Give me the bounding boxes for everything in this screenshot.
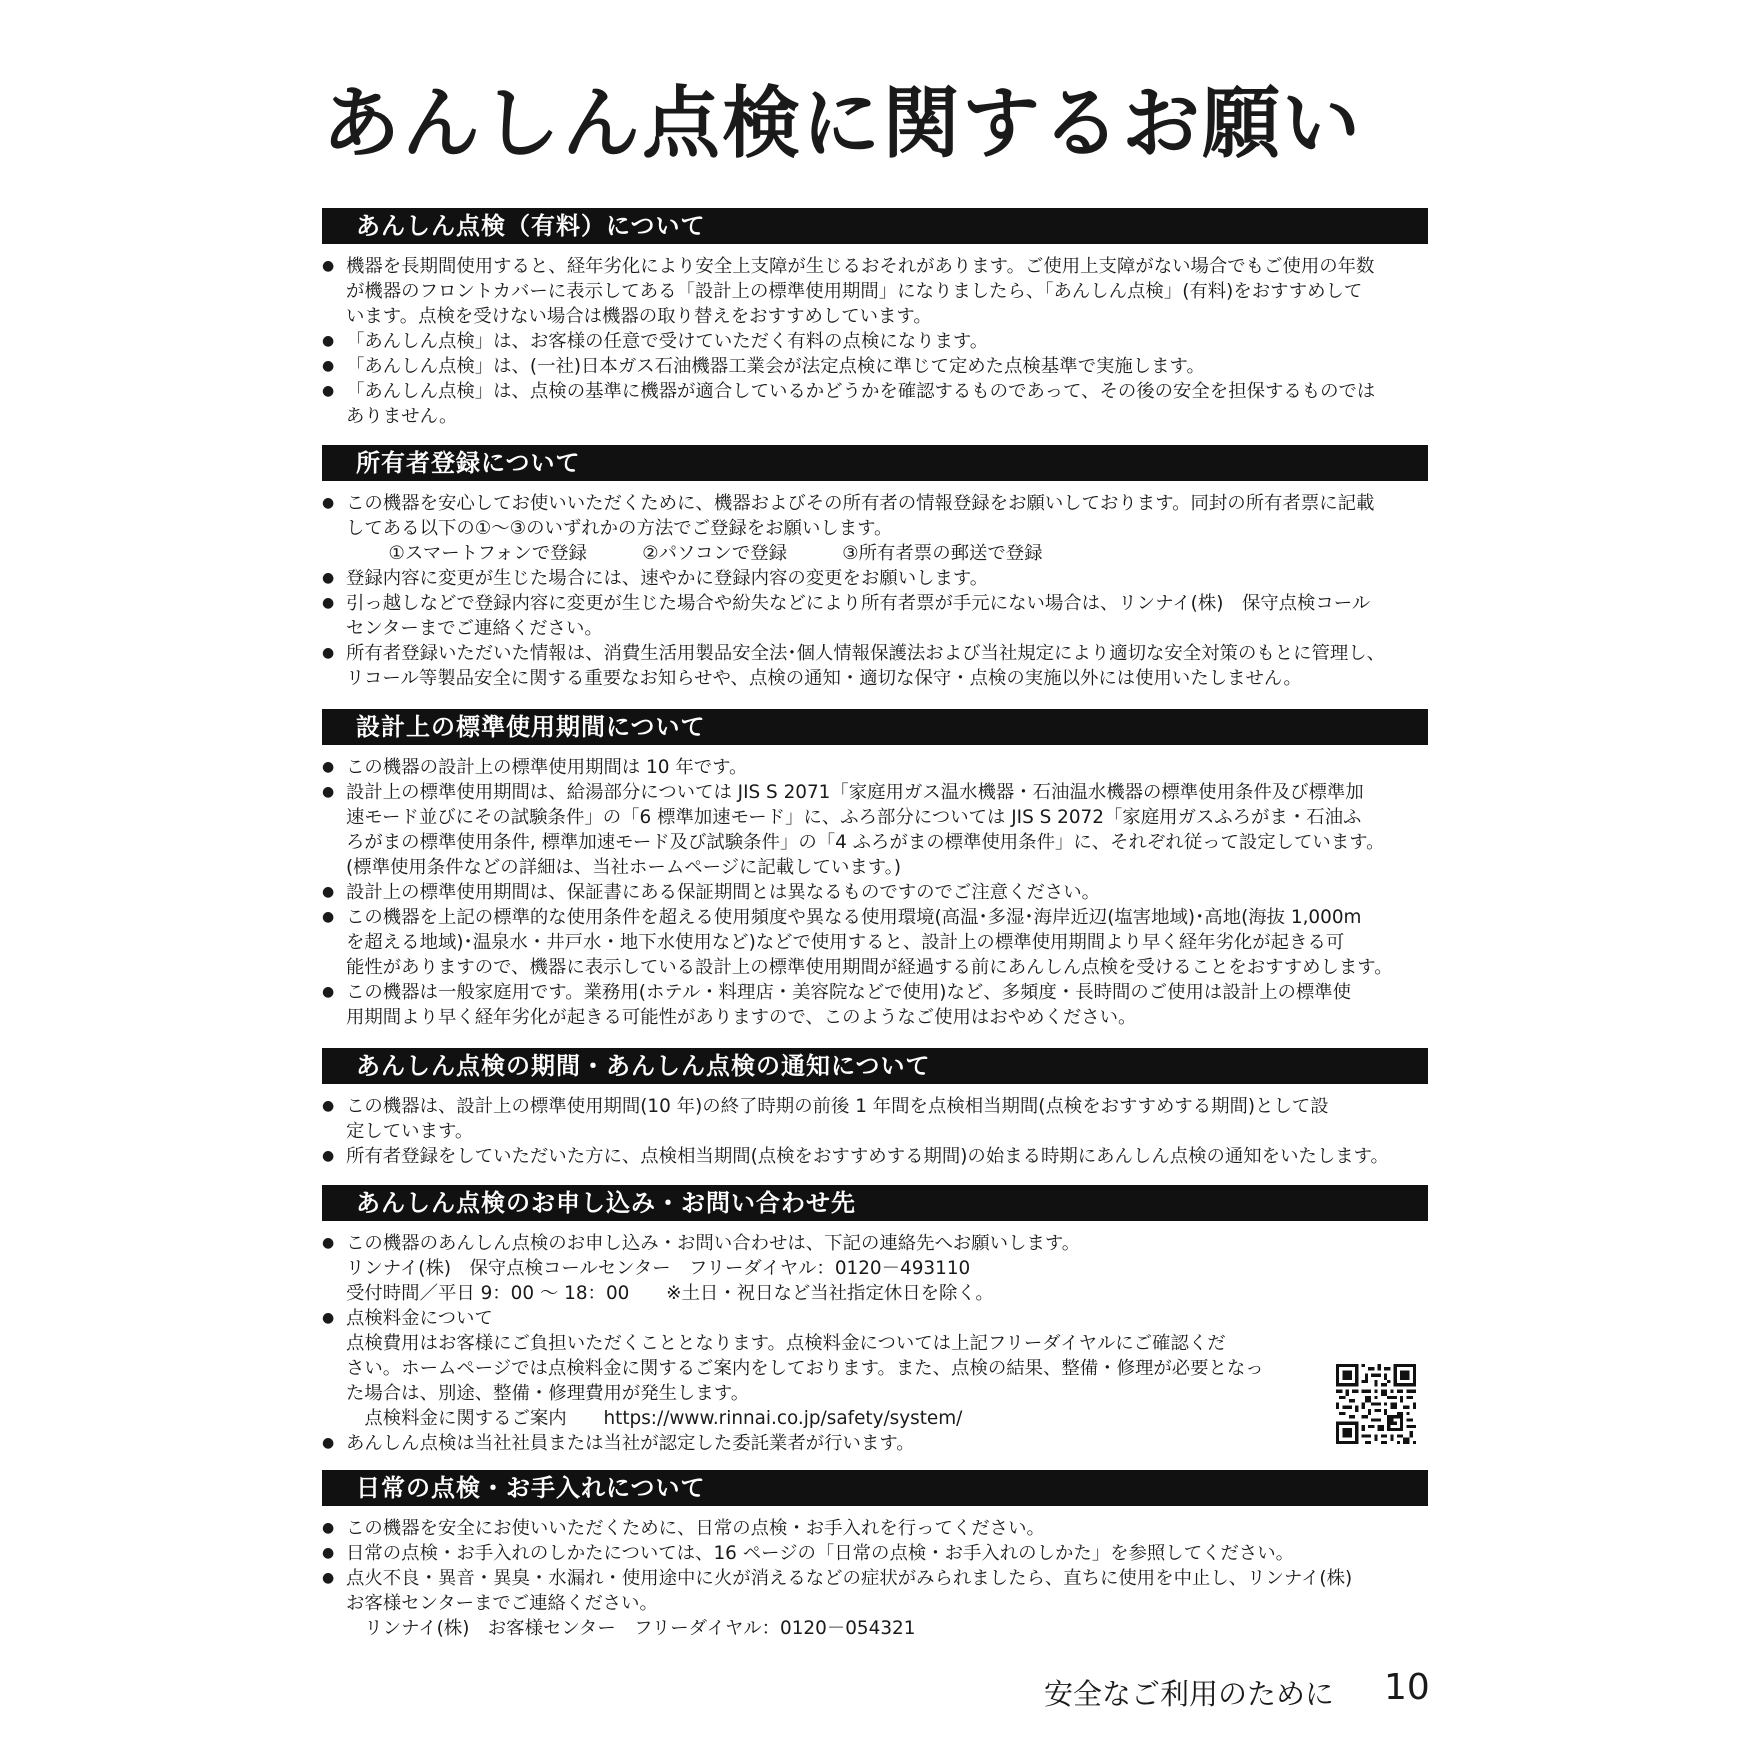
list-item: [322, 254, 1428, 329]
page-number: 10: [1384, 1667, 1430, 1708]
customer-center-line: リンナイ(株) お客様センター フリーダイヤル：0120－054321: [346, 1618, 916, 1639]
item-line: を超える地域)･温泉水・井戸水・地下水使用など)などで使用すると、設計上の標準使用期間より早く経年劣化が起きる可: [346, 932, 1345, 953]
item-line: います。点検を受けない場合は機器の取り替えをおすすめしています。: [346, 306, 932, 327]
item-line: ● この機器は、設計上の標準使用期間(10 年)の終了時期の前後 1 年間を点検相当期間(点検をおすすめする期間)として設: [346, 1096, 1329, 1117]
item-line: ● あんしん点検は当社社員または当社が認定した委託業者が行います。: [346, 1433, 915, 1454]
item-line: ● この機器を上記の標準的な使用条件を超える使用頻度や異なる使用環境(高温･多湿･海岸近辺(塩害地域)･高地(海抜 1,000m: [346, 907, 1362, 928]
list-item: [322, 905, 1428, 980]
item-line: ● 登録内容に変更が生じた場合には、速やかに登録内容の変更をお願いします。: [346, 568, 989, 589]
bullet-list: [322, 1516, 1428, 1641]
list-item: [322, 641, 1428, 691]
item-line: ● この機器は一般家庭用です。業務用(ホテル・料理店・美容院などで使用)など、多頻度・長時間のご使用は設計上の標準使: [346, 982, 1352, 1003]
item-line: ● この機器を安全にお使いいただくために、日常の点検・お手入れを行ってください。: [346, 1518, 1045, 1539]
list-item: [322, 1516, 1428, 1541]
item-line: ● この機器のあんしん点検のお申し込み・お問い合わせは、下記の連絡先へお願いします。: [346, 1233, 1081, 1254]
bullet-list: [322, 755, 1428, 1030]
fee-info-url: 点検料金に関するご案内 https://www.rinnai.co.jp/safety/system/: [346, 1408, 963, 1429]
item-line: リコール等製品安全に関する重要なお知らせや、点検の通知・適切な保守・点検の実施以外には使用いたしません。: [346, 668, 1302, 689]
item-line: さい。ホームページでは点検料金に関するご案内をしております。また、点検の結果、整備・修理が必要となっ: [346, 1358, 1264, 1379]
item-line: ● 「あんしん点検」は、お客様の任意で受けていただく有料の点検になります。: [346, 331, 989, 352]
item-line: ● 所有者登録をしていただいた方に、点検相当期間(点検をおすすめする期間)の始まる時期にあんしん点検の通知をいたします。: [346, 1146, 1389, 1167]
bullet-list: [322, 254, 1428, 429]
page-title: あんしん点検に関するお願い: [322, 79, 1363, 169]
section-header: 所有者登録について: [322, 445, 1428, 481]
item-line: ● この機器を安心してお使いいただくために、機器およびその所有者の情報登録をお願いしております。同封の所有者票に記載: [346, 493, 1375, 514]
list-item: [322, 1231, 1428, 1306]
list-item: [322, 379, 1428, 429]
list-item: [322, 1306, 1428, 1431]
list-item: [322, 1094, 1428, 1144]
bullet-list: [322, 1231, 1428, 1456]
item-line: ● 「あんしん点検」は、(一社)日本ガス石油機器工業会が法定点検に準じて定めた点検基準で実施します。: [346, 356, 1205, 377]
list-item: [322, 591, 1428, 641]
item-line: 速モード並びにその試験条件」の「6 標準加速モード」に、ふろ部分については JIS S 2072「家庭用ガスふろがま・石油ふ: [346, 807, 1362, 828]
item-line: 用期間より早く経年劣化が起きる可能性がありますので、このようなご使用はおやめください。: [346, 1007, 1137, 1028]
item-line: 点検費用はお客様にご負担いただくこととなります。点検料金については上記フリーダイヤルにご確認くだ: [346, 1333, 1226, 1354]
list-item: [322, 1144, 1428, 1169]
item-line: してある以下の①〜③のいずれかの方法でご登録をお願いします。: [346, 518, 893, 539]
call-center-line: リンナイ(株) 保守点検コールセンター フリーダイヤル：0120－493110: [346, 1258, 971, 1279]
registration-methods: ①スマートフォンで登録 ②パソコンで登録 ③所有者票の郵送で登録: [370, 543, 1043, 564]
section-application-contact: [322, 1185, 1428, 1456]
item-line: ● 引っ越しなどで登録内容に変更が生じた場合や紛失などにより所有者票が手元にない場合は、リンナイ(株) 保守点検コール: [346, 593, 1371, 614]
section-standard-usage-period: [322, 709, 1428, 1030]
list-item: [322, 354, 1428, 379]
item-line: が機器のフロントカバーに表示してある「設計上の標準使用期間」になりましたら、「あんしん点検」(有料)をおすすめして: [346, 281, 1363, 302]
section-header: 日常の点検・お手入れについて: [322, 1470, 1428, 1506]
item-line: (標準使用条件などの詳細は、当社ホームページに記載しています。): [346, 857, 902, 878]
list-item: [322, 1566, 1428, 1641]
list-item: [322, 880, 1428, 905]
item-line: ● 設計上の標準使用期間は、保証書にある保証期間とは異なるものですのでご注意ください。: [346, 882, 1101, 903]
item-line: ● 「あんしん点検」は、点検の基準に機器が適合しているかどうかを確認するものであって、その後の安全を担保するものでは: [346, 381, 1376, 402]
section-header: 設計上の標準使用期間について: [322, 709, 1428, 745]
section-owner-registration: [322, 445, 1428, 691]
item-line: ● 所有者登録いただいた情報は、消費生活用製品安全法･個人情報保護法および当社規定により適切な安全対策のもとに管理し、: [346, 643, 1386, 664]
section-header: あんしん点検の期間・あんしん点検の通知について: [322, 1048, 1428, 1084]
list-item: [322, 780, 1428, 880]
section-header: あんしん点検のお申し込み・お問い合わせ先: [322, 1185, 1428, 1221]
list-item: [322, 755, 1428, 780]
list-item: [322, 1541, 1428, 1566]
item-line: お客様センターまでご連絡ください。: [346, 1593, 658, 1614]
bullet-list: [322, 1094, 1428, 1169]
footer-section-label: 安全なご利用のために: [1044, 1677, 1335, 1711]
item-line: ● 日常の点検・お手入れのしかたについては、16 ページの「日常の点検・お手入れのしかた」を参照してください。: [346, 1543, 1295, 1564]
item-line: ● 機器を長期間使用すると、経年劣化により安全上支障が生じるおそれがあります。ご使用上支障がない場合でもご使用の年数: [346, 256, 1375, 277]
item-line: ● 点火不良・異音・異臭・水漏れ・使用途中に火が消えるなどの症状がみられましたら、直ちに使用を中止し、リンナイ(株): [346, 1568, 1353, 1589]
item-line: 定しています。: [346, 1121, 474, 1142]
list-item: [322, 329, 1428, 354]
item-line: ● 点検料金について: [346, 1308, 493, 1329]
item-line: 能性がありますので、機器に表示している設計上の標準使用期間が経過する前にあんしん点検を受けることをおすすめします。: [346, 957, 1393, 978]
item-line: た場合は、別途、整備・修理費用が発生します。: [346, 1383, 750, 1404]
bullet-list: [322, 491, 1428, 691]
list-item: [322, 491, 1428, 566]
list-item: [322, 1431, 1428, 1456]
item-line: ろがまの標準使用条件, 標準加速モード及び試験条件」の「4 ふろがまの標準使用条件」に、それぞれ従って設定しています。: [346, 832, 1385, 853]
section-inspection-period-notice: [322, 1048, 1428, 1169]
section-header: あんしん点検（有料）について: [322, 208, 1428, 244]
reception-hours: 受付時間／平日 9：00 〜 18：00 ※土日・祝日など当社指定休日を除く。: [346, 1283, 994, 1304]
item-line: ● 設計上の標準使用期間は、給湯部分については JIS S 2071「家庭用ガス温水機器・石油温水機器の標準使用条件及び標準加: [346, 782, 1364, 803]
item-line: センターまでご連絡ください。: [346, 618, 603, 639]
item-line: ● この機器の設計上の標準使用期間は 10 年です。: [346, 757, 748, 778]
item-line: ありません。: [346, 406, 458, 427]
qr-code-icon[interactable]: [1336, 1364, 1416, 1444]
section-anshin-inspection: [322, 208, 1428, 429]
list-item: [322, 566, 1428, 591]
section-daily-maintenance: [322, 1470, 1428, 1641]
list-item: [322, 980, 1428, 1030]
